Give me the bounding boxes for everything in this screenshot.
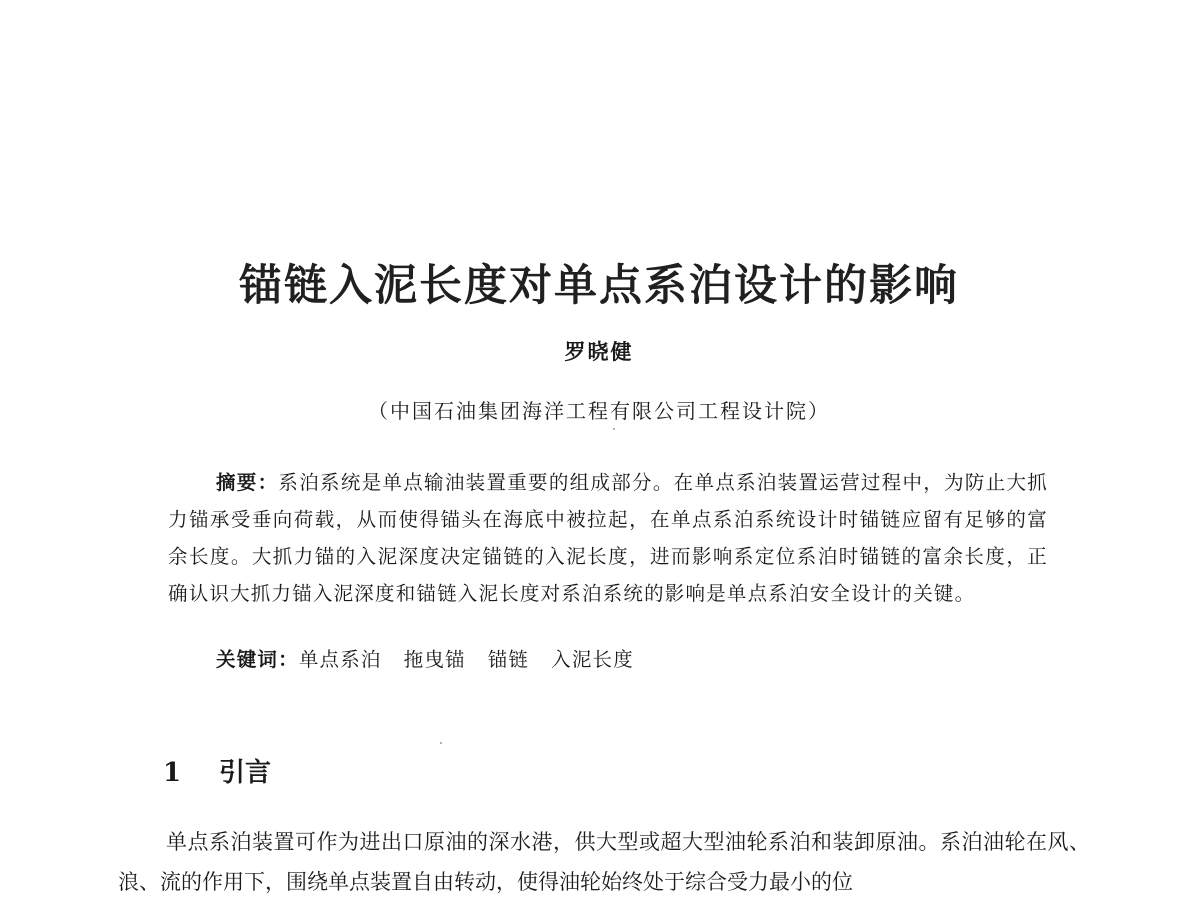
keywords — [216, 644, 656, 672]
keyword: 锚链 — [487, 648, 530, 671]
abstract — [168, 464, 1048, 612]
keyword: 入泥长度 — [551, 648, 634, 671]
paper-title: 锚链入泥长度对单点系泊设计的影响 — [239, 261, 959, 311]
paper-author: 罗晓健 — [564, 339, 634, 364]
keyword: 单点系泊 — [298, 648, 382, 671]
abstract-text: 系泊系统是单点输油装置重要的组成部分。在单点系泊装置运营过程中，为防止大抓力锚承受垂向荷载，从而使得锚头在海底中被拉起，在单点系泊系统设计时锚链应留有足够的富余长度。大抓力锚的入泥深度决定锚链的入泥长度，进而影响系定位系泊时锚链的富余长度，正确认识大抓力锚入泥深度和锚链入泥长度对系泊系统的影响是单点系泊安全设计的关键。 — [168, 471, 1049, 605]
section-number: 1 — [163, 758, 182, 788]
keywords-label: 关键词： — [216, 648, 299, 671]
keyword: 拖曳锚 — [403, 648, 466, 671]
scan-speck — [440, 742, 442, 744]
abstract-label: 摘要： — [216, 471, 279, 494]
body-paragraph: 单点系泊装置可作为进出口原油的深水港，供大型或超大型油轮系泊和装卸原油。系泊油轮在风、浪、流的作用下，围绕单点装置自由转动，使得油轮始终处于综合受力最小的位 — [118, 830, 1090, 894]
section-title: 引言 — [219, 758, 272, 788]
author-affiliation: （中国石油集团海洋工程有限公司工程设计院） — [368, 399, 830, 423]
section-heading — [163, 752, 271, 789]
scan-speck — [613, 428, 615, 430]
